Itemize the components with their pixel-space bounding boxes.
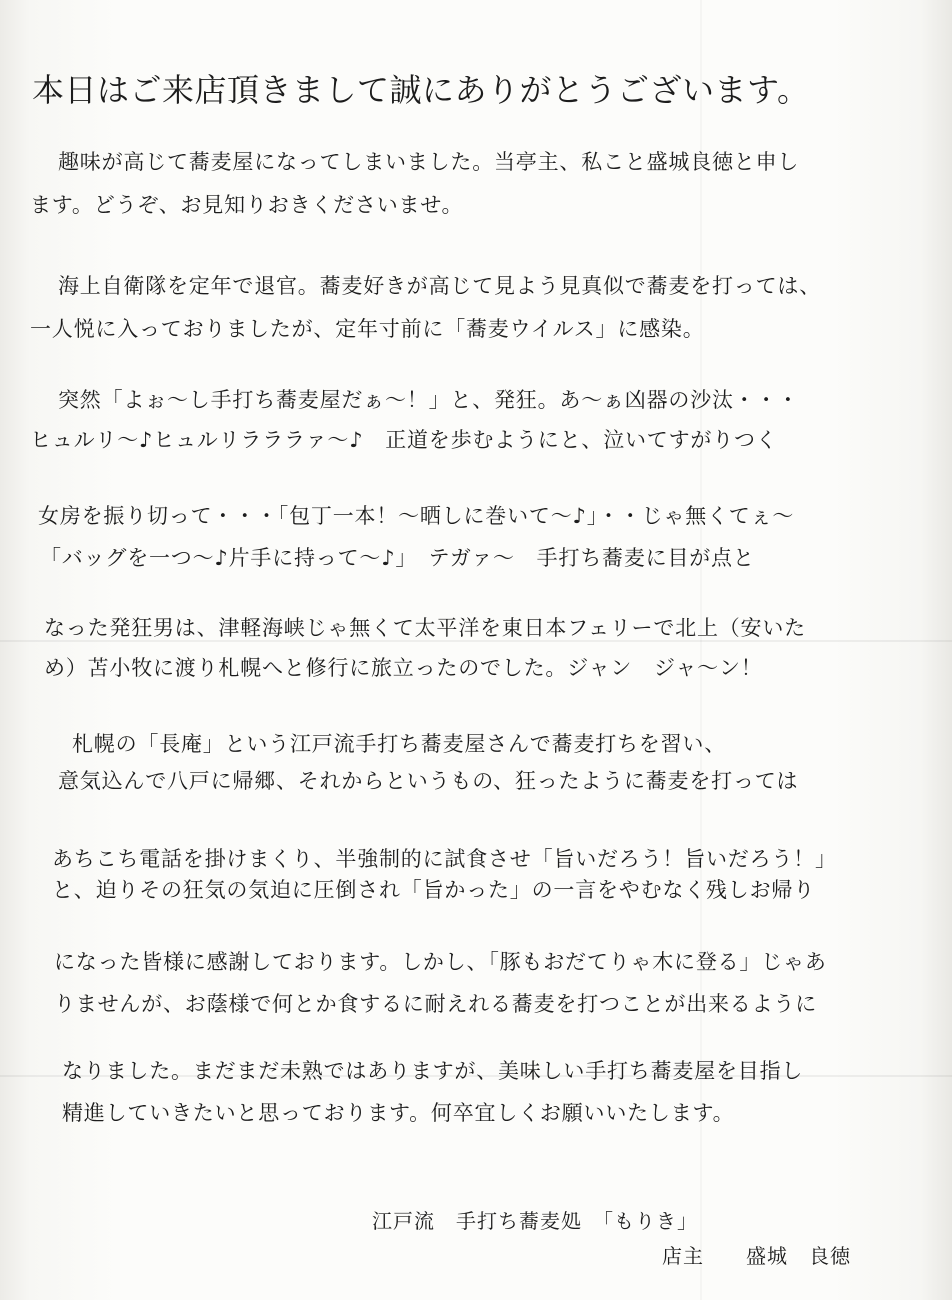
body-line: 「バッグを一つ～♪片手に持って～♪」 テガァ～ 手打ち蕎麦に目が点と [40,546,755,570]
body-line: なった発狂男は、津軽海峡じゃ無くて太平洋を東日本フェリーで北上（安いた [44,616,806,640]
body-line: 意気込んで八戸に帰郷、それからというもの、狂ったように蕎麦を打っては [58,769,799,793]
body-line: め）苫小牧に渡り札幌へと修行に旅立ったのでした。ジャン ジャ～ン！ [44,656,763,680]
body-line: ます。どうぞ、お見知りおきくださいませ。 [30,193,464,217]
page-title: 本日はご来店頂きまして誠にありがとうございます。 [32,71,810,110]
signature-owner: 店主 盛城 良徳 [662,1244,851,1268]
signature-shop: 江戸流 手打ち蕎麦処 「もりき」 [372,1209,698,1233]
body-line: なりました。まだまだ未熟ではありますが、美味しい手打ち蕎麦屋を目指し [62,1059,804,1083]
body-line: 海上自衛隊を定年で退官。蕎麦好きが高じて見よう見真似で蕎麦を打っては、 [58,274,821,298]
body-line: になった皆様に感謝しております。しかし、「豚もおだてりゃ木に登る」じゃあ [54,950,827,974]
body-line: あちこち電話を掛けまくり、半強制的に試食させ「旨いだろう！旨いだろう！」 [52,847,837,871]
body-line: 一人悦に入っておりましたが、定年寸前に「蕎麦ウイルス」に感染。 [30,317,705,341]
body-line: りませんが、お蔭様で何とか食するに耐えれる蕎麦を打つことが出来るように [54,992,817,1016]
body-line: 札幌の「長庵」という江戸流手打ち蕎麦屋さんで蕎麦打ちを習い、 [72,732,726,756]
body-line: と、迫りその狂気の気迫に圧倒され「旨かった」の一言をやむなく残しお帰り [52,878,815,902]
body-line: 趣味が高じて蕎麦屋になってしまいました。当亭主、私こと盛城良徳と申し [58,150,800,174]
body-line: 精進していきたいと思っております。何卒宜しくお願いいたします。 [62,1101,735,1125]
body-line: ヒュルリ～♪ヒュルリラララァ～♪ 正道を歩むようにと、泣いてすがりつく [30,428,778,452]
body-line: 突然「よぉ～し手打ち蕎麦屋だぁ～！」と、発狂。あ～ぁ凶器の沙汰・・・ [58,388,800,412]
body-line: 女房を振り切って・・・「包丁一本！～晒しに巻いて～♪」・・じゃ無くてぇ～ [38,504,795,528]
